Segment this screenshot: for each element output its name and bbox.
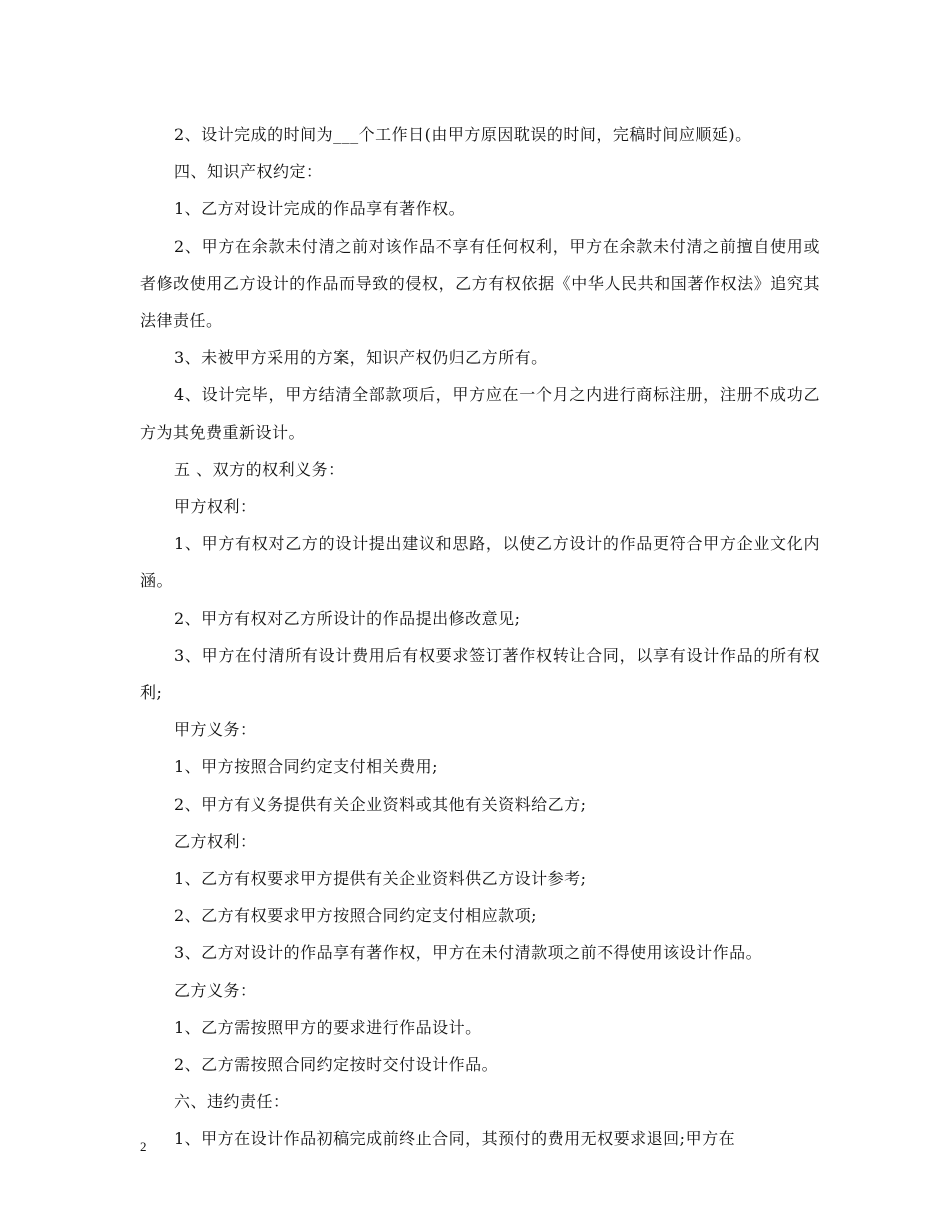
document-body [140,116,820,1158]
paragraph: 3、未被甲方采用的方案，知识产权仍归乙方所有。 [174,348,548,368]
section-heading: 六、违约责任： [174,1092,290,1112]
paragraph: 1、乙方有权要求甲方提供有关企业资料供乙方设计参考; [174,869,587,889]
subsection-heading: 乙方义务： [174,980,257,1000]
subsection-heading: 甲方义务： [174,720,257,740]
paragraph: 3、乙方对设计的作品享有著作权，甲方在未付清款项之前不得使用该设计作品。 [174,943,763,963]
paragraph: 2、甲方在余款未付清之前对该作品不享有任何权利，甲方在余款未付清之前擅自使用或者修改使用乙方设计的作品而导致的侵权，乙方有权依据《中华人民共和国著作权法》追究其法律责任。 [140,236,820,331]
paragraph: 1、乙方对设计完成的作品享有著作权。 [174,199,466,219]
paragraph: 3、甲方在付清所有设计费用后有权要求签订著作权转让合同，以享有设计作品的所有权利; [140,645,820,703]
paragraph: 2、乙方需按照合同约定按时交付设计作品。 [174,1055,499,1075]
paragraph: 2、乙方有权要求甲方按照合同约定支付相应款项; [174,906,538,926]
paragraph: 1、甲方按照合同约定支付相关费用; [174,757,439,777]
paragraph: 2、甲方有权对乙方所设计的作品提出修改意见; [174,608,521,628]
paragraph: 2、设计完成的时间为___个工作日(由甲方原因耽误的时间，完稿时间应顺延)。 [174,125,752,144]
paragraph: 1、甲方有权对乙方的设计提出建议和思路，以使乙方设计的作品更符合甲方企业文化内涵。 [140,534,820,591]
paragraph: 1、乙方需按照甲方的要求进行作品设计。 [174,1017,482,1037]
paragraph: 2、甲方有义务提供有关企业资料或其他有关资料给乙方; [174,794,587,814]
subsection-heading: 乙方权利： [174,831,257,851]
subsection-heading: 甲方权利： [174,497,257,517]
section-heading: 四、知识产权约定： [174,162,323,182]
page-number: 2 [140,1139,147,1154]
paragraph: 4、设计完毕，甲方结清全部款项后，甲方应在一个月之内进行商标注册，注册不成功乙方为其免费重新设计。 [140,385,820,442]
paragraph: 1、甲方在设计作品初稿完成前终止合同，其预付的费用无权要求退回;甲方在 [174,1129,736,1149]
section-heading: 五 、双方的权利义务： [174,459,345,479]
